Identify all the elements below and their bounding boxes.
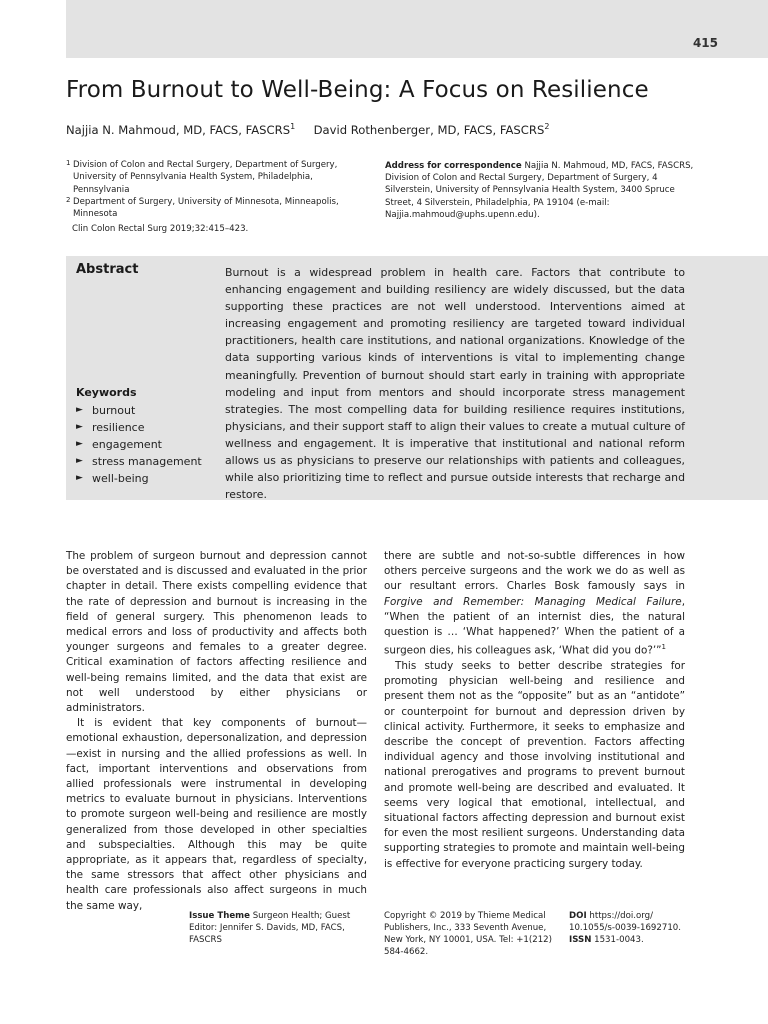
issn-label: ISSN bbox=[569, 935, 592, 946]
book-title: Forgive and Remember: Managing Medical Failure bbox=[384, 595, 682, 608]
keyword-label: stress management bbox=[92, 455, 202, 469]
affiliation-number: 1 bbox=[66, 159, 71, 167]
body-paragraph: It is evident that key components of burnout—emotional exhaustion, depersonalization, and depression—exist in nursing and the allied professions as well. In fact, important interventions and observations from allied professionals were instrumental in developing metrics to evaluate burnout in physicians. Interventions to promote surgeon well-being and resilience are mostly generalized from those developed in other specialties and subspecialties. Although this may be quite appropriate, as it appears that, regardless of specialty, the same stressors that affect other physicians and health care professionals also affect surgeons in much the same way, bbox=[66, 717, 367, 912]
doi-label: DOI bbox=[569, 911, 587, 921]
abstract-heading: Abstract bbox=[76, 262, 139, 277]
arrow-icon: ► bbox=[76, 473, 83, 484]
issue-theme-text: Surgeon Health; Guest Editor: Jennifer S. Davids, MD, FACS, FASCRS bbox=[189, 911, 351, 946]
affiliation-text: Department of Surgery, University of Minnesota, Minneapolis, Minnesota bbox=[73, 196, 339, 220]
body-paragraph bbox=[384, 549, 685, 659]
affiliations bbox=[66, 159, 366, 220]
issue-theme-label: Issue Theme bbox=[189, 911, 250, 921]
keyword-item bbox=[76, 436, 202, 453]
keyword-item bbox=[76, 470, 202, 487]
doi-link[interactable]: https://doi.org/ 10.1055/s-0039-1692710. bbox=[569, 911, 681, 934]
author-affil-ref: 1 bbox=[290, 122, 296, 131]
header-band bbox=[66, 0, 768, 58]
correspondence-address bbox=[385, 160, 700, 221]
keyword-label: engagement bbox=[92, 438, 162, 452]
body-paragraph: The problem of surgeon burnout and depression cannot be overstated and is discussed and evaluated in the prior chapter in detail. There exists compelling evidence that the rate of depression and burnout is increasing in the field of general surgery. This phenomenon leads to medical errors and loss of productivity and affects both younger surgeons and females to a greater degree. Critical examination of factors affecting resilience and well-being remains limited, and the data that exist are not well understood by either physicians or administrators. bbox=[66, 550, 367, 715]
issn-value: 1531-0043. bbox=[594, 935, 644, 946]
affiliation-item bbox=[66, 196, 366, 221]
keyword-item bbox=[76, 402, 202, 419]
reference-marker: 1 bbox=[661, 643, 667, 652]
arrow-icon: ► bbox=[76, 456, 83, 467]
affiliation-text: Division of Colon and Rectal Surgery, Department of Surgery, University of Pennsylvania Health System, Philadelphia, Pennsylvania bbox=[73, 160, 338, 195]
quote-text: , “When the patient of an internist dies, the natural question is … ‘What happened?’ When the patient of a surgeon dies, his colleagues ask, ‘What did you do?’” bbox=[384, 595, 685, 657]
body-column-left bbox=[66, 549, 367, 914]
keyword-item bbox=[76, 419, 202, 436]
copyright-notice: Copyright © 2019 by Thieme Medical Publishers, Inc., 333 Seventh Avenue, New York, NY 10001, USA. Tel: +1(212) 584-4662. bbox=[384, 911, 552, 958]
page-number: 415 bbox=[692, 36, 718, 50]
body-column-right bbox=[384, 549, 685, 872]
issue-theme bbox=[189, 910, 369, 946]
keyword-label: burnout bbox=[92, 404, 136, 417]
affiliation-number: 2 bbox=[66, 195, 71, 204]
author-affil-ref: 2 bbox=[544, 122, 550, 131]
author-name: Najjia N. Mahmoud, MD, FACS, FASCRS bbox=[66, 122, 291, 137]
author-name: David Rothenberger, MD, FACS, FASCRS bbox=[313, 122, 545, 137]
correspondence-text: Najjia N. Mahmoud, MD, FACS, FASCRS, Division of Colon and Rectal Surgery, Department of Surgery, 4 Silverstein, University of Pennsylvania Health System, 3400 Spruce Street, 4 Silverstein, Philadelphia, PA 19104 (e-mail: Najjia.mahmoud@uphs.upenn.edu). bbox=[385, 161, 694, 220]
article-title: From Burnout to Well-Being: A Focus on Resilience bbox=[66, 77, 649, 103]
correspondence-label: Address for correspondence bbox=[385, 161, 522, 171]
arrow-icon: ► bbox=[76, 439, 83, 450]
keywords-list bbox=[76, 402, 202, 487]
keyword-label: well-being bbox=[92, 472, 149, 486]
keywords-heading: Keywords bbox=[76, 386, 137, 399]
abstract-text: Burnout is a widespread problem in health care. Factors that contribute to enhancing engagement and building resiliency are widely discussed, but the data supporting these practices are not well understood. Interventions aimed at increasing engagement and promoting resiliency are targeted toward individual practitioners, health care institutions, and national organizations. Knowledge of the data supporting various kinds of interventions is vital to implementing change meaningfully. Prevention of burnout should start early in training with appropriate modeling and input from mentors and should incorporate stress management strategies. The most compelling data for building resilience requires institutions, physicians, and their support staff to align their values to create a mutual culture of wellness and engagement. It is imperative that institutional and national reform allows us as physicians to preserve our relationships with patients and colleagues, while also prioritizing time to reflect and pursue outside interests that recharge and restore. bbox=[225, 266, 685, 502]
paragraph-text: there are subtle and not-so-subtle differences in how others perceive surgeons and the work we do as well as our resultant errors. Charles Bosk famously says in bbox=[384, 550, 685, 593]
arrow-icon: ► bbox=[76, 422, 83, 433]
doi-issn bbox=[569, 910, 699, 946]
author-list bbox=[66, 122, 549, 137]
keyword-label: resilience bbox=[92, 421, 145, 435]
journal-citation: Clin Colon Rectal Surg 2019;32:415–423. bbox=[72, 224, 249, 234]
body-paragraph: This study seeks to better describe strategies for promoting physician well-being and resilience and present them not as the “opposite” but as an “antidote” or counterpoint for burnout and depression driven by clinical activity. Furthermore, it seeks to emphasize and describe the concept of prevention. Factors affecting individual agency and those involving institutional and national prerogatives and programs to prevent burnout and promote well-being are described and evaluated. It seems very logical that emotional, intellectual, and situational factors affecting depression and burnout exist for even the most resilient surgeons. Understanding data supporting strategies to promote and maintain well-being is effective for everyone practicing surgery today. bbox=[384, 659, 685, 870]
arrow-icon: ► bbox=[76, 405, 83, 415]
affiliation-item bbox=[66, 159, 366, 196]
keyword-item bbox=[76, 453, 202, 470]
